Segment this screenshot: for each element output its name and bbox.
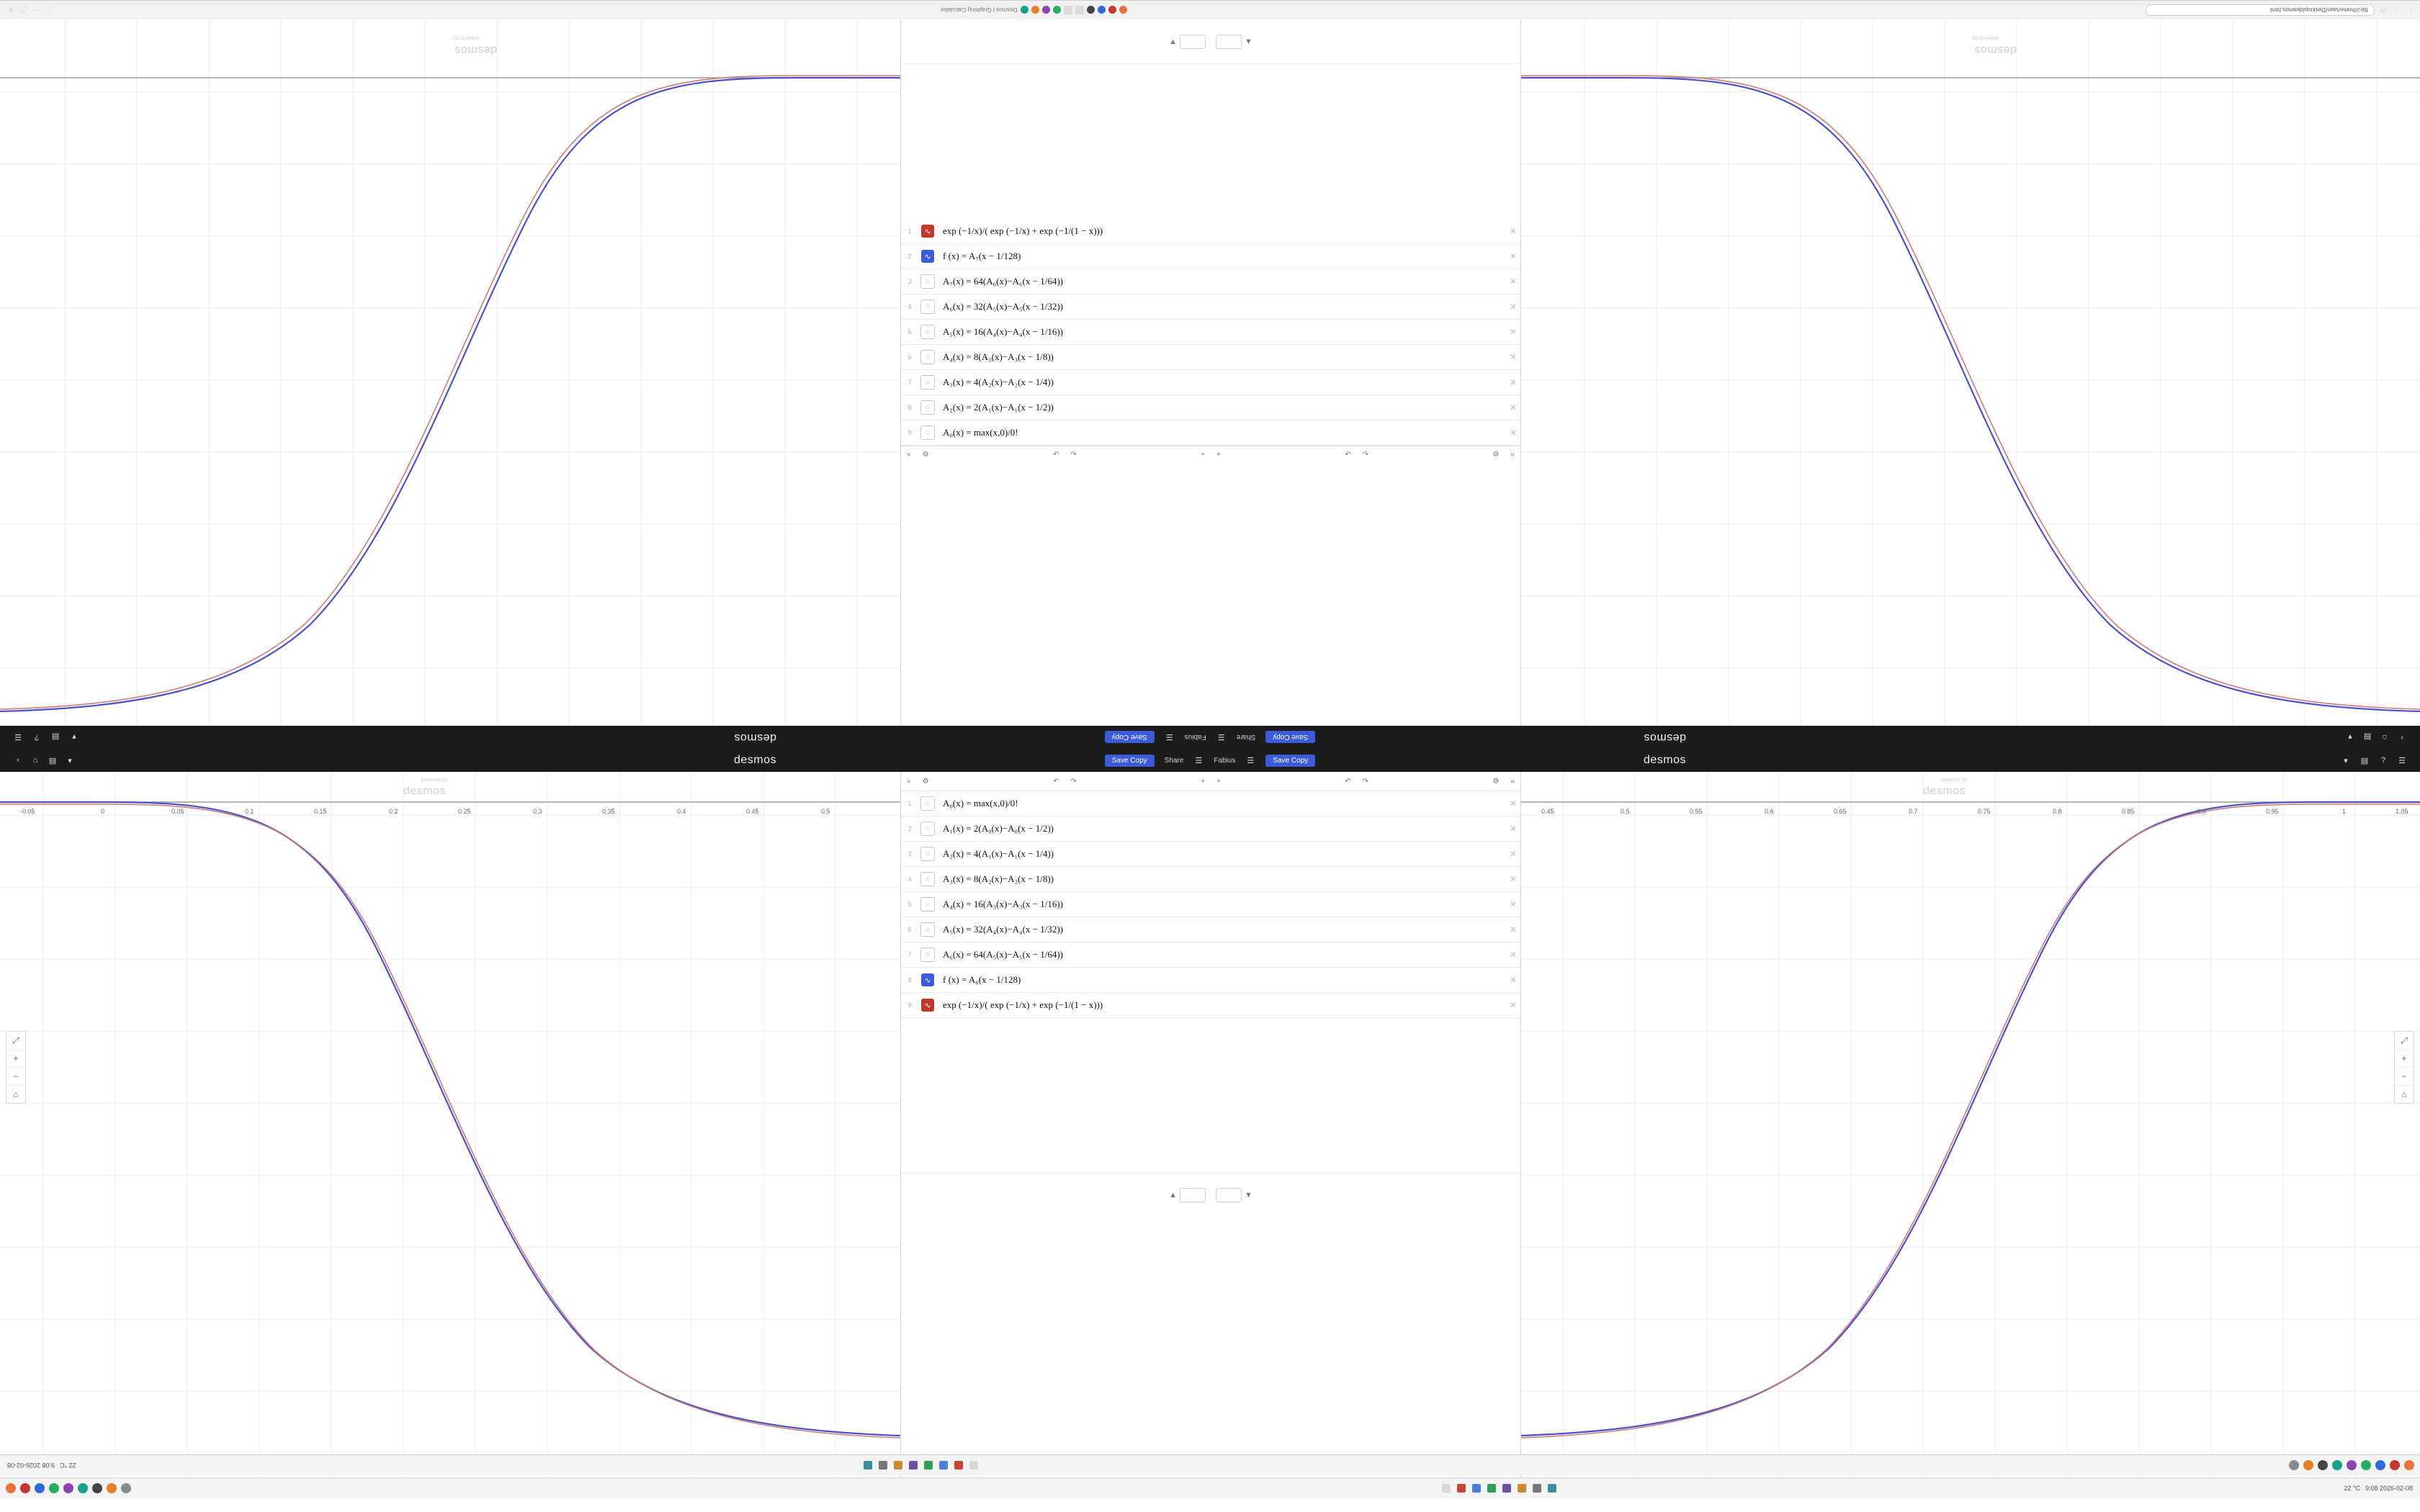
table-row[interactable] [901, 942, 1520, 968]
delete-expression-icon[interactable]: ✕ [1509, 251, 1518, 261]
delete-expression-icon[interactable]: ✕ [1509, 849, 1518, 859]
delete-expression-icon[interactable]: ✕ [1509, 276, 1518, 287]
expand-icon[interactable]: « [907, 450, 911, 459]
delete-expression-icon[interactable]: ✕ [1509, 924, 1518, 935]
graph-top-left[interactable]: desmos powered by [0, 20, 900, 726]
expression-math[interactable]: A₁(x) = 2(A₀(x)−A₀(x − 1/2)) [943, 823, 1054, 834]
nav-caret-icon[interactable]: ▾ [68, 756, 72, 765]
taskbar-center-apps-2[interactable] [654, 1484, 2344, 1493]
keyboard-icon[interactable]: ⚙ [1492, 777, 1500, 786]
svg-text:-0.05: -0.05 [20, 808, 35, 815]
fabius-label[interactable]: Fabius [1184, 733, 1206, 742]
nav-caret-icon[interactable]: ▾ [2348, 732, 2352, 742]
list-icon[interactable]: ☰ [1217, 732, 1225, 742]
taskbar-top[interactable] [0, 1454, 2420, 1475]
caret-icon-2[interactable]: ▾ [2344, 756, 2348, 765]
delete-expression-icon[interactable]: ✕ [1509, 352, 1518, 362]
graph-tools-bottom-right[interactable] [2394, 1031, 2414, 1104]
expression-index: 3 [908, 850, 912, 858]
settings-gear-icon[interactable]: ⚙ [922, 777, 929, 786]
zoom-preset-3[interactable] [1180, 1188, 1206, 1202]
expression-math[interactable]: A₆(x) = 64(A₅(x)−A₅(x − 1/64)) [943, 949, 1064, 960]
expression-color-swatch[interactable]: ∿ [918, 993, 937, 1017]
expression-math[interactable]: A₀(x) = max(x,0)/0! [943, 427, 1018, 438]
zoom-in-icon[interactable]: + [1201, 450, 1205, 459]
svg-text:0.85: 0.85 [2122, 808, 2135, 815]
svg-text:0.5: 0.5 [821, 808, 830, 815]
command-bar-bottom[interactable] [0, 749, 2420, 772]
expression-row[interactable] [901, 320, 1520, 345]
graph-canvas-top-right [1520, 20, 2420, 726]
nav-save-icon[interactable]: ▤ [48, 756, 57, 765]
expression-color-swatch[interactable]: ○ [918, 867, 937, 891]
top-browser-chrome[interactable] [0, 0, 2420, 19]
tab-title: Desmos | Graphing Calculator [940, 6, 1018, 14]
zoom-in-icon[interactable]: + [7, 1050, 24, 1068]
collapse-panel-icon[interactable]: « [1510, 777, 1515, 786]
panel-bottom-tools[interactable] [901, 1173, 1520, 1217]
redo-icon-2[interactable]: ↷ [1362, 777, 1369, 786]
redo-icon[interactable]: ↷ [1070, 777, 1077, 786]
fabius-label-2[interactable]: Fabius [1214, 756, 1236, 765]
zoom-out-icon[interactable]: − [7, 1068, 24, 1086]
expression-index: 3 [908, 278, 912, 285]
redo-icon[interactable]: ↷ [1070, 450, 1077, 459]
expression-index: 8 [908, 976, 912, 984]
svg-text:0.75: 0.75 [1978, 808, 1991, 815]
expression-math[interactable]: A₄(x) = 16(A₃(x)−A₃(x − 1/16)) [943, 899, 1064, 909]
expression-row[interactable] [901, 395, 1520, 420]
table-row[interactable] [901, 842, 1520, 867]
chrome-left-controls[interactable] [2012, 4, 2420, 16]
expression-color-swatch[interactable]: ○ [918, 420, 937, 445]
svg-text:0.9: 0.9 [2197, 808, 2206, 815]
taskbar-status-bottom[interactable] [2344, 1485, 2420, 1492]
expression-math[interactable]: A₄(x) = 8(A₃(x)−A₃(x − 1/8)) [943, 351, 1054, 362]
svg-text:0.15: 0.15 [314, 808, 327, 815]
undo-icon[interactable]: ↶ [1052, 777, 1059, 786]
graph-bottom-right[interactable]: 0.45 0.5 0.55 0.6 0.65 0.7 0.75 0.8 0.85 0.9 0.95 1 1.05 desmos powered by ⤢ + − ⌂ [1520, 772, 2420, 1477]
home-icon[interactable]: ⌂ [13, 1089, 19, 1099]
nav-back-icon[interactable]: ‹ [2401, 733, 2403, 742]
expression-row[interactable] [901, 219, 1520, 244]
taskbar-bottom[interactable] [0, 1477, 2420, 1498]
delete-expression-icon[interactable]: ✕ [1509, 1000, 1518, 1010]
expression-color-swatch[interactable]: ○ [918, 370, 937, 395]
delete-expression-icon[interactable]: ✕ [1509, 302, 1518, 312]
undo-icon-2[interactable]: ↶ [1345, 777, 1351, 786]
menu-icon-2[interactable]: ☰ [1247, 756, 1255, 765]
delete-expression-icon[interactable]: ✕ [1509, 377, 1518, 387]
undo-icon-2[interactable]: ↶ [1345, 450, 1351, 459]
expression-math[interactable]: A₃(x) = 4(A₂(x)−A₂(x − 1/4)) [943, 377, 1054, 387]
zoom-preset-4[interactable] [1216, 1188, 1242, 1202]
print-icon[interactable]: ▤ [51, 732, 60, 742]
expression-index: 8 [908, 404, 912, 411]
expression-color-swatch[interactable]: ○ [918, 395, 937, 420]
svg-text:0.5: 0.5 [1621, 808, 1630, 815]
delete-expression-icon[interactable]: ✕ [1509, 950, 1518, 960]
expression-color-swatch[interactable]: ○ [918, 791, 937, 816]
taskbar-left-apps-2[interactable] [0, 1483, 654, 1493]
svg-text:1.05: 1.05 [2396, 808, 2408, 815]
expression-row[interactable] [901, 244, 1520, 269]
svg-text:0.95: 0.95 [2266, 808, 2279, 815]
help-icon-2[interactable]: ? [2380, 756, 2386, 765]
menu-icon[interactable]: ⋮ [45, 5, 54, 14]
expression-color-swatch[interactable]: ○ [918, 345, 937, 369]
expression-index: 2 [908, 253, 912, 260]
svg-text:0: 0 [101, 808, 105, 815]
save-copy-button[interactable]: Save Copy [1265, 732, 1315, 744]
graph-top-right[interactable]: desmos powered by [1520, 20, 2420, 726]
expression-index: 6 [908, 354, 912, 361]
expression-color-swatch[interactable]: ∿ [918, 244, 937, 269]
zoom-preset-1[interactable] [1180, 35, 1206, 49]
chrome-right-controls[interactable] [0, 5, 55, 15]
address-bar[interactable]: file:///home/user/Desktop/desmos.html [2146, 4, 2375, 16]
svg-text:0.1: 0.1 [245, 808, 254, 815]
expression-color-swatch[interactable]: ∿ [918, 968, 937, 992]
delete-expression-icon[interactable]: ✕ [1509, 327, 1518, 337]
chevron-down-icon[interactable]: ▼ [1245, 37, 1252, 46]
svg-text:1: 1 [2342, 808, 2347, 815]
svg-text:0.4: 0.4 [677, 808, 686, 815]
expression-math[interactable]: f (x) = A₇(x − 1/128) [943, 251, 1021, 261]
expression-list-bottom[interactable] [901, 791, 1520, 1018]
desmos-brand-left-2: desmos [733, 754, 776, 766]
expression-index: 5 [908, 901, 912, 908]
zoom-out-icon[interactable]: + [1216, 450, 1221, 459]
add-expression-icon[interactable]: + [1216, 777, 1221, 786]
delete-expression-icon[interactable]: ✕ [1509, 824, 1518, 834]
expression-index: 4 [908, 303, 912, 310]
desmos-brand-left: desmos [1644, 732, 1687, 744]
svg-text:0.8: 0.8 [2053, 808, 2062, 815]
expression-math[interactable]: A₀(x) = max(x,0)/0! [943, 798, 1018, 809]
desmos-brand-right-2: desmos [1644, 754, 1687, 766]
chevron-up-icon[interactable]: ▲ [1169, 37, 1177, 46]
expression-math[interactable]: A₅(x) = 32(A₄(x)−A₄(x − 1/32)) [943, 924, 1064, 935]
panel-bottom-toolbar[interactable] [901, 446, 1520, 462]
status-temperature: 22 °C [60, 1462, 76, 1469]
expand-icon[interactable]: « [907, 777, 911, 786]
table-row[interactable] [901, 867, 1520, 892]
svg-text:0.6: 0.6 [1765, 808, 1774, 815]
expression-row[interactable] [901, 370, 1520, 395]
expression-math[interactable]: A₇(x) = 64(A₆(x)−A₆(x − 1/64)) [943, 276, 1064, 287]
svg-text:0.65: 0.65 [1834, 808, 1847, 815]
zoom-out-icon[interactable]: − [2396, 1068, 2413, 1086]
expression-index: 7 [908, 951, 912, 958]
keyboard-icon[interactable]: ⚙ [1492, 450, 1500, 459]
print-icon-2[interactable]: ▤ [2360, 756, 2369, 765]
list-icon-2[interactable]: ☰ [1195, 756, 1203, 765]
clock[interactable]: 9:08 2026-02-08 [7, 1462, 55, 1469]
expression-math[interactable]: exp (−1/x)/( exp (−1/x) + exp (−1/(1 − x))) [943, 999, 1103, 1010]
delete-expression-icon[interactable]: ✕ [1509, 899, 1518, 909]
minimize-icon[interactable]: – [34, 6, 40, 14]
expression-color-swatch[interactable]: ○ [918, 892, 937, 917]
caret-icon[interactable]: ▾ [72, 732, 76, 742]
desmos-panel-bottom[interactable] [900, 772, 1521, 1477]
expression-index: 6 [908, 926, 912, 933]
expression-row[interactable] [901, 345, 1520, 370]
desmos-panel-top[interactable] [900, 20, 1521, 726]
table-row[interactable] [901, 993, 1520, 1018]
expression-index: 1 [908, 228, 912, 235]
expression-row[interactable] [901, 269, 1520, 294]
expression-math[interactable]: A₂(x) = 4(A₁(x)−A₁(x − 1/4)) [943, 848, 1054, 859]
table-row[interactable] [901, 917, 1520, 942]
nav-save-icon[interactable]: ▤ [2363, 732, 2372, 742]
expression-color-swatch[interactable]: ○ [918, 816, 937, 841]
svg-text:0.3: 0.3 [533, 808, 542, 815]
back-icon[interactable]: ‹ [2409, 6, 2412, 14]
menu-icon[interactable]: ☰ [1165, 732, 1173, 742]
zoom-in-icon[interactable]: + [1201, 777, 1205, 786]
delete-expression-icon[interactable]: ✕ [1509, 975, 1518, 985]
nav-home-icon[interactable]: ⌂ [32, 756, 38, 765]
expression-row[interactable] [901, 420, 1520, 446]
delete-expression-icon[interactable]: ✕ [1509, 798, 1518, 809]
svg-text:0.55: 0.55 [1690, 808, 1703, 815]
graph-canvas-bottom-right [1520, 772, 2420, 1477]
expression-color-swatch[interactable]: ∿ [918, 219, 937, 243]
svg-text:0.2: 0.2 [389, 808, 398, 815]
fit-icon[interactable]: ⤢ [7, 1032, 24, 1050]
desmos-brand-right: desmos [733, 732, 776, 744]
table-row[interactable] [901, 816, 1520, 842]
expression-math[interactable]: A₅(x) = 16(A₄(x)−A₄(x − 1/16)) [943, 326, 1064, 337]
expression-index: 1 [908, 800, 912, 807]
expression-math[interactable]: A₂(x) = 2(A₁(x)−A₁(x − 1/2)) [943, 402, 1054, 413]
expression-math[interactable]: A₆(x) = 32(A₅(x)−A₅(x − 1/32)) [943, 301, 1064, 312]
delete-expression-icon[interactable]: ✕ [1509, 874, 1518, 884]
svg-text:0.35: 0.35 [602, 808, 615, 815]
graph-canvas-bottom-left [0, 772, 900, 1477]
redo-icon-2[interactable]: ↷ [1362, 450, 1369, 459]
zoom-in-icon[interactable]: + [2396, 1050, 2413, 1068]
expression-index: 9 [908, 429, 912, 436]
home-icon[interactable]: ⌂ [2401, 1089, 2407, 1099]
expression-math[interactable]: A₃(x) = 8(A₂(x)−A₂(x − 1/8)) [943, 873, 1054, 884]
graph-canvas-top-left [0, 20, 900, 726]
svg-text:0.25: 0.25 [458, 808, 471, 815]
close-icon[interactable]: ✕ [7, 5, 14, 14]
chevron-up-icon[interactable]: ▲ [1169, 1191, 1177, 1200]
account-icon[interactable]: ☰ [14, 732, 22, 742]
zoom-preset-2[interactable] [1216, 35, 1242, 49]
expression-math[interactable]: f (x) = A₆(x − 1/128) [943, 974, 1021, 985]
graph-bottom-left[interactable]: -0.05 0 0.05 0.1 0.15 0.2 0.25 0.3 0.35 0.4 0.45 0.5 desmos powered by ⤢ + − ⌂ [0, 772, 900, 1477]
collapse-panel-icon[interactable]: « [1510, 450, 1515, 459]
settings-gear-icon[interactable]: ⚙ [922, 450, 929, 459]
nav-home-icon[interactable]: ⌂ [2382, 733, 2388, 742]
table-row[interactable] [901, 968, 1520, 993]
chevron-down-icon[interactable]: ▼ [1245, 1191, 1252, 1200]
panel-top-toolbar-bottom[interactable] [901, 772, 1520, 791]
taskbar-left-apps[interactable] [1766, 1460, 2420, 1470]
expression-index: 5 [908, 328, 912, 336]
table-row[interactable] [901, 892, 1520, 917]
expression-index: 7 [908, 379, 912, 386]
expression-color-swatch[interactable]: ○ [918, 294, 937, 319]
maximize-icon[interactable]: ▢ [19, 5, 28, 14]
expression-index: 2 [908, 825, 912, 832]
undo-icon[interactable]: ↶ [1052, 450, 1059, 459]
svg-text:0.45: 0.45 [1541, 808, 1554, 815]
share-label[interactable]: Share [1236, 733, 1256, 742]
save-copy-button-4[interactable]: Save Copy [1265, 755, 1315, 767]
taskbar-status-top[interactable] [0, 1462, 76, 1469]
fit-icon[interactable]: ⤢ [2396, 1032, 2413, 1050]
chrome-tabstrip[interactable] [55, 6, 2012, 14]
delete-expression-icon[interactable]: ✕ [1509, 226, 1518, 236]
expression-color-swatch[interactable]: ○ [918, 917, 937, 942]
share-label-2[interactable]: Share [1164, 756, 1184, 765]
help-icon[interactable]: ? [34, 733, 40, 742]
table-row[interactable] [901, 791, 1520, 816]
panel-top-tools[interactable] [901, 20, 1520, 64]
expression-index: 9 [908, 1002, 912, 1009]
save-copy-button-3[interactable]: Save Copy [1105, 755, 1155, 767]
save-copy-button-2[interactable]: Save Copy [1105, 732, 1155, 744]
svg-text:0.45: 0.45 [746, 808, 759, 815]
expression-color-swatch[interactable]: ○ [918, 269, 937, 294]
forward-icon[interactable]: › [2396, 6, 2398, 14]
status-temperature-2: 22 °C [2344, 1485, 2360, 1492]
expression-color-swatch[interactable]: ○ [918, 320, 937, 344]
reload-icon[interactable]: ⟳ [2380, 5, 2387, 14]
command-bar-top[interactable] [0, 726, 2420, 749]
expression-row[interactable] [901, 294, 1520, 320]
expression-list-top[interactable] [901, 219, 1520, 446]
delete-expression-icon[interactable]: ✕ [1509, 402, 1518, 413]
svg-text:0.05: 0.05 [171, 808, 184, 815]
graph-tools-bottom-left[interactable] [6, 1031, 26, 1104]
clock-2[interactable]: 9:08 2026-02-08 [2365, 1485, 2413, 1492]
expression-math[interactable]: exp (−1/x)/( exp (−1/x) + exp (−1/(1 − x))) [943, 225, 1103, 236]
delete-expression-icon[interactable]: ✕ [1509, 428, 1518, 438]
expression-color-swatch[interactable]: ○ [918, 942, 937, 967]
expression-color-swatch[interactable]: ○ [918, 842, 937, 866]
nav-back-icon[interactable]: ‹ [17, 756, 19, 765]
svg-text:0.7: 0.7 [1909, 808, 1918, 815]
expression-index: 4 [908, 876, 912, 883]
account-icon-2[interactable]: ☰ [2398, 756, 2406, 765]
taskbar-center-apps[interactable] [76, 1461, 1766, 1470]
